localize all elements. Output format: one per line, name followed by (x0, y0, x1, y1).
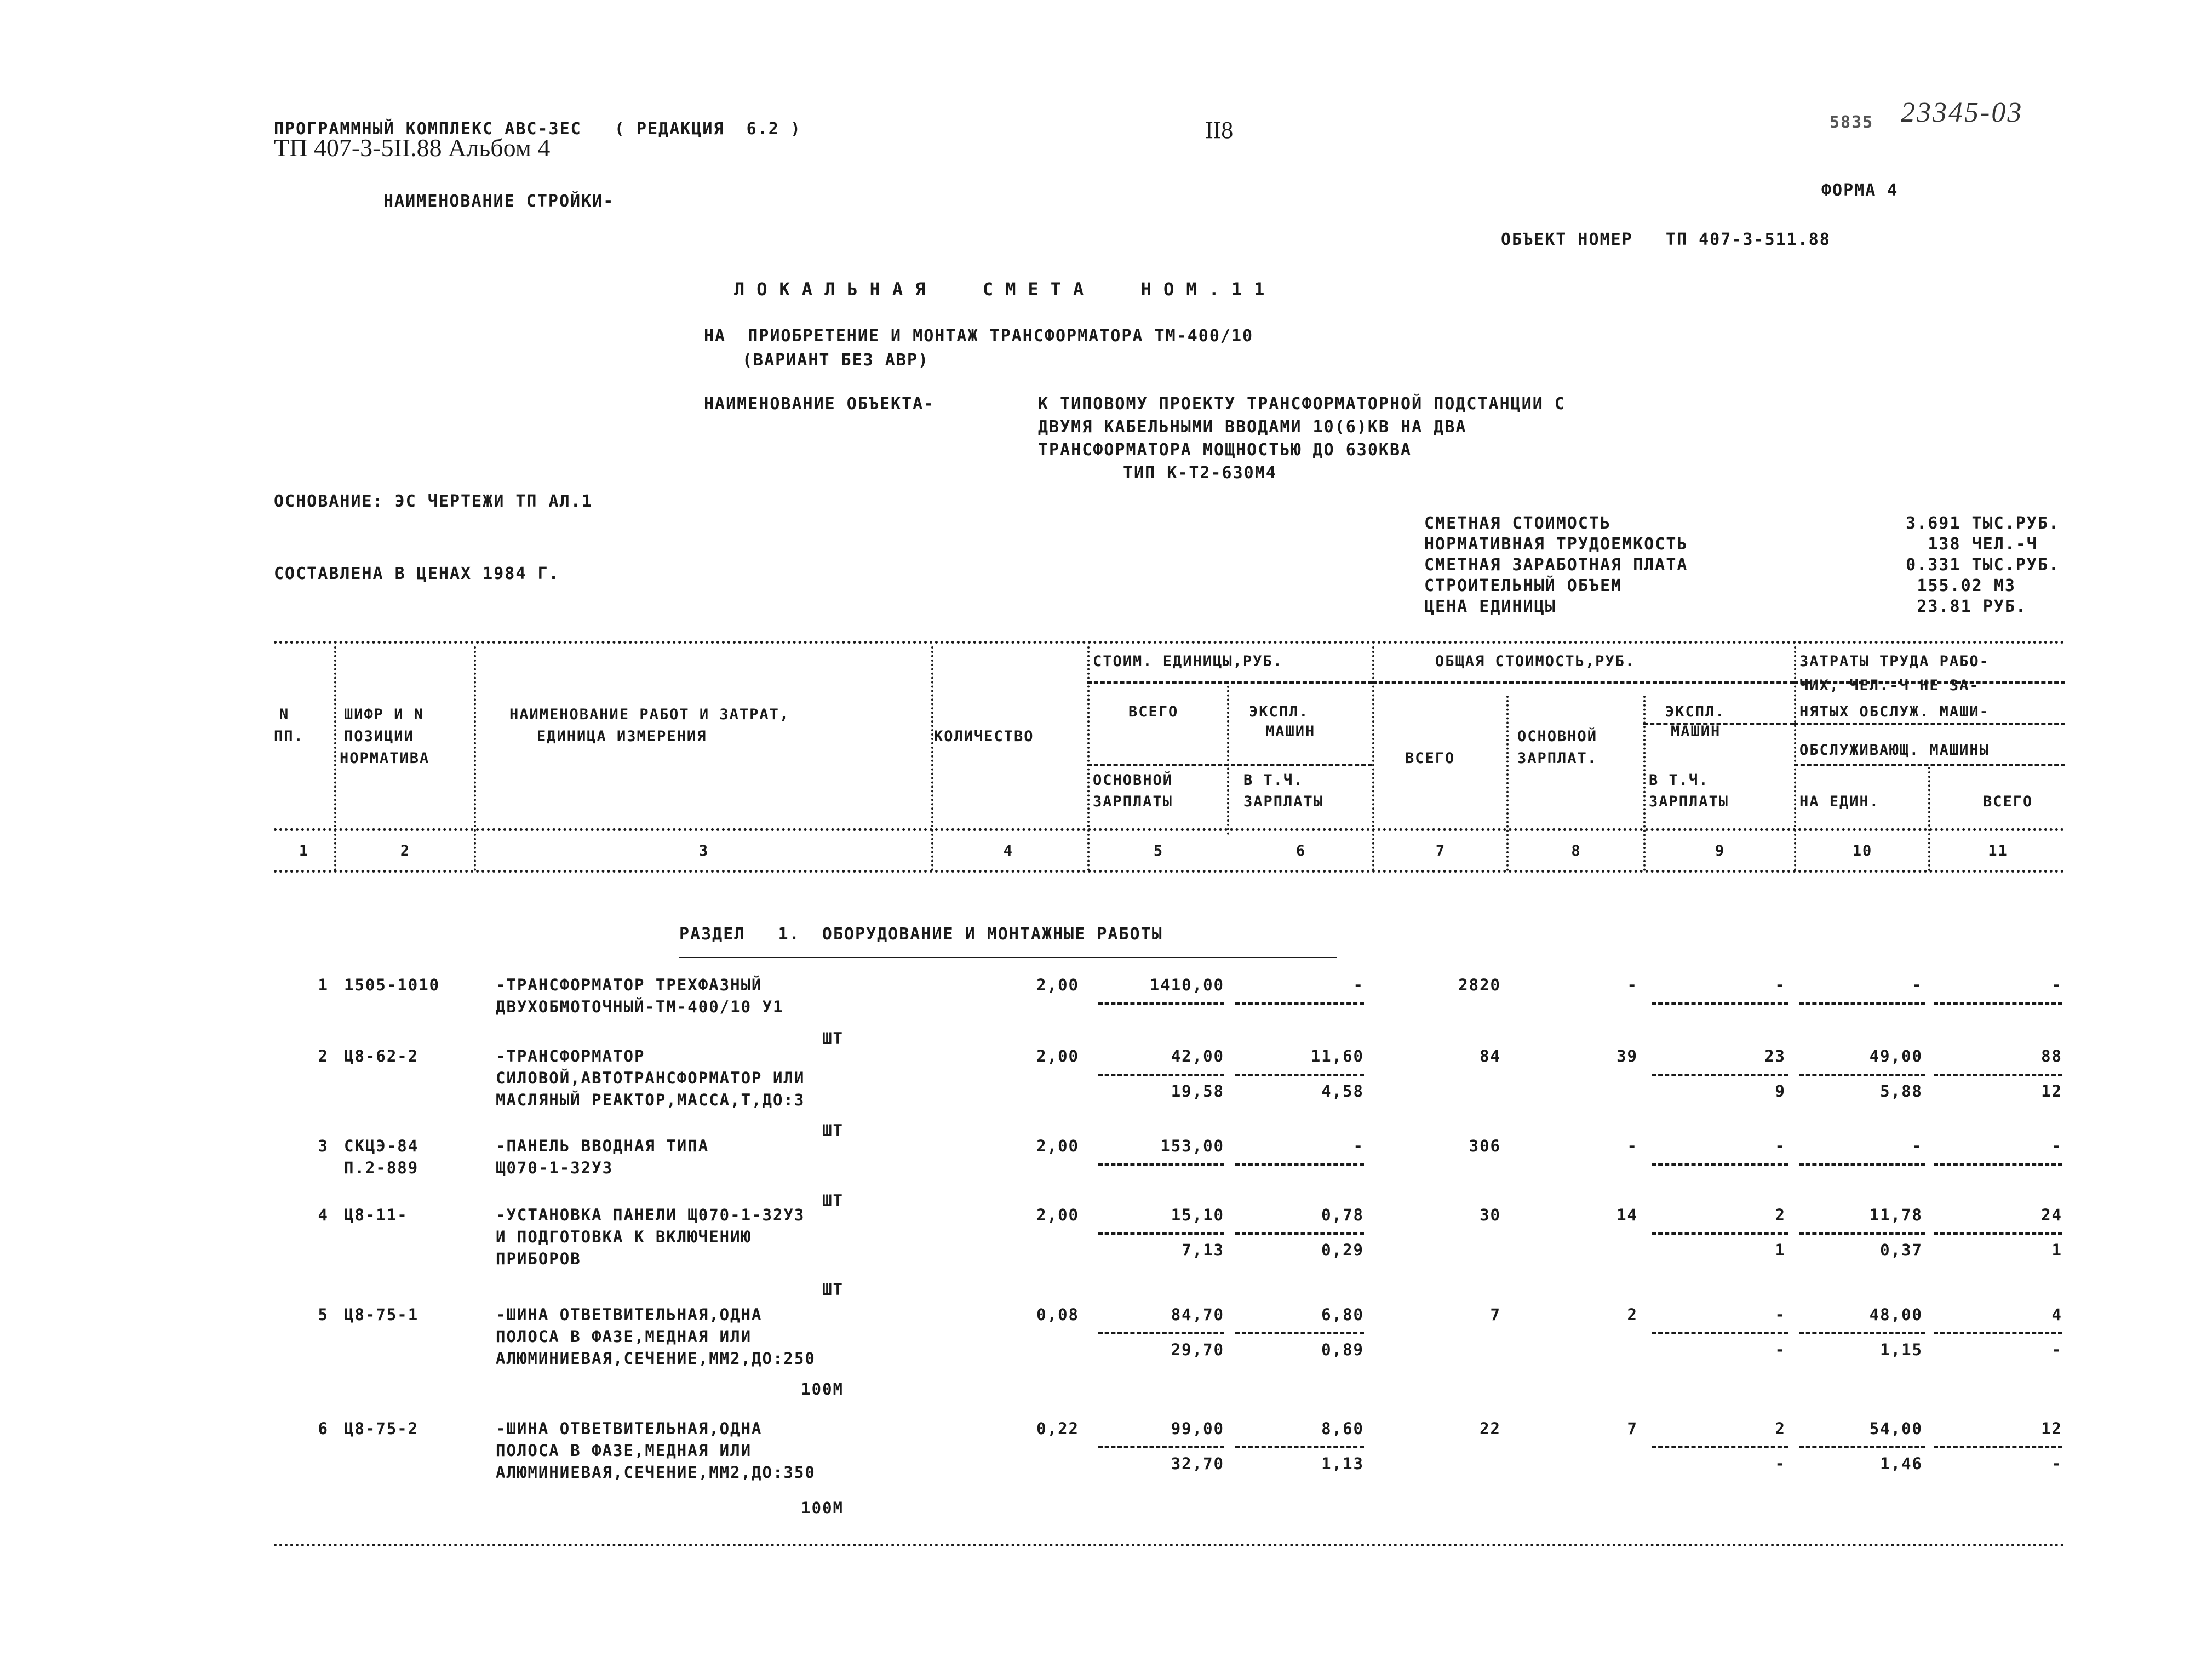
object-line-4: ТИП К-Т2-630М4 (1123, 463, 1277, 483)
row-code: Ц8-62-2 (344, 1047, 419, 1065)
row-unit: ШТ (822, 1280, 844, 1299)
row-labor-total: - (2051, 1137, 2062, 1155)
row-number: 3 (318, 1137, 329, 1155)
row-unit: ШТ (822, 1121, 844, 1140)
form-label: ФОРМА 4 (1821, 181, 1899, 200)
hdr-labor-total: ВСЕГО (1983, 793, 2033, 810)
cell-subrule (1235, 1332, 1364, 1334)
section-title: РАЗДЕЛ 1. ОБОРУДОВАНИЕ И МОНТАЖНЫЕ РАБОТЫ (679, 925, 1163, 944)
row-unit-machines: 11,60 (1310, 1047, 1364, 1065)
hdr-base-pay: ОСНОВНОЙ (1093, 772, 1173, 789)
row-unit-total: 99,00 (1171, 1419, 1224, 1438)
hdr-labor: ЗАТРАТЫ ТРУДА РАБО- (1799, 653, 1990, 670)
row-total-machines: - (1775, 976, 1786, 994)
row-unit-base-pay: 29,70 (1171, 1340, 1224, 1359)
column-number: 6 (1295, 842, 1306, 859)
summary-label: СТРОИТЕЛЬНЫЙ ОБЪЕМ (1424, 576, 1623, 595)
row-name: ПОЛОСА В ФАЗЕ,МЕДНАЯ ИЛИ (496, 1327, 752, 1346)
hdr-base-pay: ЗАРПЛАТЫ (1093, 793, 1173, 810)
summary-value: 23.81 РУБ. (1917, 597, 2027, 616)
row-number: 4 (318, 1206, 329, 1224)
hdr-total-cost: ОБЩАЯ СТОИМОСТЬ,РУБ. (1435, 653, 1636, 670)
row-quantity: 2,00 (1036, 1206, 1079, 1224)
cell-subrule (1235, 1446, 1364, 1448)
row-unit-machines: - (1353, 976, 1364, 994)
hdr-total-base: ЗАРПЛАТ. (1517, 750, 1598, 767)
cell-subrule (1098, 1002, 1224, 1005)
column-number: 8 (1571, 842, 1581, 859)
summary-label: СМЕТНАЯ СТОИМОСТЬ (1424, 514, 1612, 533)
hdr-pp: ПП. (274, 728, 304, 745)
header-subrule (1087, 764, 1372, 766)
hdr-total-expl: ЭКСПЛ. (1665, 703, 1726, 720)
cell-subrule (1652, 1332, 1788, 1334)
row-unit: ШТ (822, 1029, 844, 1048)
row-name: АЛЮМИНИЕВАЯ,СЕЧЕНИЕ,ММ2,ДО:350 (496, 1463, 816, 1482)
row-total-base-pay: - (1627, 976, 1638, 994)
row-name: ПОЛОСА В ФАЗЕ,МЕДНАЯ ИЛИ (496, 1441, 752, 1460)
row-labor-unit: 54,00 (1869, 1419, 1923, 1438)
row-labor-unit: - (1912, 1137, 1923, 1155)
row-total-base-pay: 39 (1616, 1047, 1638, 1065)
column-divider (1372, 646, 1374, 871)
album-label: ТП 407-3-5II.88 Альбом 4 (274, 134, 551, 162)
row-unit-total: 84,70 (1171, 1305, 1224, 1324)
row-name: ПРИБОРОВ (496, 1249, 581, 1268)
row-labor-total-service: 12 (2041, 1082, 2062, 1100)
row-unit-machines: 0,78 (1321, 1206, 1364, 1224)
cell-subrule (1934, 1232, 2062, 1235)
hdr-name: НАИМЕНОВАНИЕ РАБОТ И ЗАТРАТ, (509, 706, 790, 723)
row-labor-unit: - (1912, 976, 1923, 994)
row-code: П.2-889 (344, 1159, 419, 1177)
hdr-labor: ЧИХ, ЧЕЛ.-Ч НЕ ЗА- (1799, 677, 1980, 694)
row-labor-total: 88 (2041, 1047, 2062, 1065)
header-subrule (1087, 681, 1372, 684)
table-header-rule (274, 828, 2065, 831)
row-name: СИЛОВОЙ,АВТОТРАНСФОРМАТОР ИЛИ (496, 1069, 805, 1087)
column-number: 11 (1988, 842, 2008, 859)
cell-subrule (1799, 1232, 1925, 1235)
row-labor-total: - (2051, 976, 2062, 994)
summary-value: 138 ЧЕЛ.-Ч (1928, 535, 2038, 554)
row-name: МАСЛЯНЫЙ РЕАКТОР,МАССА,Т,ДО:3 (496, 1091, 805, 1109)
row-number: 6 (318, 1419, 329, 1438)
cell-subrule (1799, 1163, 1925, 1166)
column-divider (1643, 696, 1646, 871)
row-total-base-pay: - (1627, 1137, 1638, 1155)
row-labor-unit-service: 0,37 (1880, 1241, 1923, 1259)
row-unit-incl-pay: 4,58 (1321, 1082, 1364, 1100)
row-unit-base-pay: 19,58 (1171, 1082, 1224, 1100)
row-total: 2820 (1458, 976, 1501, 994)
column-divider (1227, 681, 1229, 835)
row-labor-unit: 48,00 (1869, 1305, 1923, 1324)
row-unit-total: 15,10 (1171, 1206, 1224, 1224)
row-unit-base-pay: 32,70 (1171, 1454, 1224, 1473)
row-total-base-pay: 14 (1616, 1206, 1638, 1224)
row-quantity: 2,00 (1036, 1137, 1079, 1155)
column-divider (1506, 696, 1509, 871)
cell-subrule (1934, 1332, 2062, 1334)
hdr-code: НОРМАТИВА (340, 750, 430, 767)
row-total-incl-pay: 1 (1775, 1241, 1786, 1259)
row-name: ДВУХОБМОТОЧНЫЙ-ТМ-400/10 У1 (496, 997, 784, 1016)
column-number: 9 (1715, 842, 1726, 859)
header-subrule (1794, 723, 2065, 725)
hdr-total-incl: В Т.Ч. (1649, 772, 1709, 789)
summary-label: СМЕТНАЯ ЗАРАБОТНАЯ ПЛАТА (1424, 555, 1688, 575)
row-total-base-pay: 7 (1627, 1419, 1638, 1438)
row-labor-total-service: - (2051, 1454, 2062, 1473)
row-total: 306 (1469, 1137, 1501, 1155)
row-name: -ТРАНСФОРМАТОР ТРЕХФАЗНЫЙ (496, 976, 763, 994)
hdr-incl-pay: ЗАРПЛАТЫ (1243, 793, 1324, 810)
row-name: АЛЮМИНИЕВАЯ,СЕЧЕНИЕ,ММ2,ДО:250 (496, 1349, 816, 1368)
row-total-base-pay: 2 (1627, 1305, 1638, 1324)
row-total-machines: 23 (1764, 1047, 1786, 1065)
cell-subrule (1934, 1002, 2062, 1005)
row-unit: ШТ (822, 1191, 844, 1210)
basis-label: ОСНОВАНИЕ: ЭС ЧЕРТЕЖИ ТП АЛ.1 (274, 492, 593, 511)
row-total-machines: 2 (1775, 1206, 1786, 1224)
summary-value: 0.331 ТЫС.РУБ. (1906, 555, 2060, 575)
row-unit: 100М (801, 1499, 844, 1517)
row-unit-base-pay: 7,13 (1182, 1241, 1224, 1259)
hdr-name: ЕДИНИЦА ИЗМЕРЕНИЯ (537, 728, 707, 745)
hdr-code: ШИФР И N (344, 706, 425, 723)
cell-subrule (1934, 1074, 2062, 1076)
table-top-rule (274, 641, 2065, 644)
row-labor-total: 4 (2051, 1305, 2062, 1324)
row-unit-machines: - (1353, 1137, 1364, 1155)
cell-subrule (1235, 1163, 1364, 1166)
row-number: 2 (318, 1047, 329, 1065)
hdr-labor: НЯТЫХ ОБСЛУЖ. МАШИ- (1799, 703, 1990, 720)
title-line-1: НА ПРИОБРЕТЕНИЕ И МОНТАЖ ТРАНСФОРМАТОРА ТМ-400/10 (704, 326, 1254, 346)
row-total: 7 (1490, 1305, 1501, 1324)
cell-subrule (1652, 1232, 1788, 1235)
column-divider (334, 646, 336, 871)
row-unit-total: 1410,00 (1149, 976, 1224, 994)
handwritten-number: 23345-03 (1901, 97, 2023, 128)
cell-subrule (1098, 1074, 1224, 1076)
cell-subrule (1235, 1002, 1364, 1005)
cell-subrule (1799, 1074, 1925, 1076)
cell-subrule (1799, 1002, 1925, 1005)
column-number: 4 (1003, 842, 1013, 859)
hdr-labor-service: ОБСЛУЖИВАЮЩ. МАШИНЫ (1799, 742, 1990, 759)
summary-value: 155.02 М3 (1917, 576, 2016, 595)
row-code: Ц8-75-2 (344, 1419, 419, 1438)
row-total-machines: - (1775, 1305, 1786, 1324)
cell-subrule (1652, 1163, 1788, 1166)
section-underline (679, 956, 1337, 958)
row-code: СКЦЭ-84 (344, 1137, 419, 1155)
row-total-incl-pay: - (1775, 1340, 1786, 1359)
column-number: 7 (1435, 842, 1446, 859)
row-total: 30 (1480, 1206, 1501, 1224)
row-total: 84 (1480, 1047, 1501, 1065)
object-number: ОБЪЕКТ НОМЕР ТП 407-3-511.88 (1501, 230, 1831, 249)
construction-name: НАИМЕНОВАНИЕ СТРОЙКИ- (383, 192, 615, 211)
row-labor-total: 12 (2041, 1419, 2062, 1438)
row-unit-total: 42,00 (1171, 1047, 1224, 1065)
hdr-qty: КОЛИЧЕСТВО (934, 728, 1034, 745)
summary-value: 3.691 ТЫС.РУБ. (1906, 514, 2060, 533)
cell-subrule (1934, 1446, 2062, 1448)
row-code: Ц8-11- (344, 1206, 408, 1224)
column-number: 10 (1852, 842, 1873, 859)
row-code: 1505-1010 (344, 976, 440, 994)
column-number: 5 (1153, 842, 1164, 859)
row-name: Щ070-1-32У3 (496, 1159, 614, 1177)
title-line-2: (ВАРИАНТ БЕЗ АВР) (742, 351, 930, 370)
row-labor-unit-service: 1,46 (1880, 1454, 1923, 1473)
column-divider (931, 646, 933, 871)
hdr-incl-pay: В Т.Ч. (1243, 772, 1304, 789)
cell-subrule (1235, 1074, 1364, 1076)
doc-code: 5835 (1830, 113, 1874, 132)
row-labor-unit-service: 1,15 (1880, 1340, 1923, 1359)
row-name: -ПАНЕЛЬ ВВОДНАЯ ТИПА (496, 1137, 709, 1155)
row-labor-unit: 49,00 (1869, 1047, 1923, 1065)
object-line-3: ТРАНСФОРМАТОРА МОЩНОСТЬЮ ДО 630КВА (1038, 440, 1412, 460)
cell-subrule (1799, 1332, 1925, 1334)
cell-subrule (1652, 1074, 1788, 1076)
hdr-n: N (279, 706, 290, 723)
cell-subrule (1098, 1332, 1224, 1334)
row-name: -ШИНА ОТВЕТВИТЕЛЬНАЯ,ОДНА (496, 1419, 763, 1438)
row-quantity: 2,00 (1036, 1047, 1079, 1065)
table-bottom-rule (274, 1544, 2065, 1546)
column-divider (1928, 767, 1930, 871)
hdr-expl: МАШИН (1265, 723, 1316, 740)
header-subrule (1372, 681, 1794, 684)
row-total-machines: - (1775, 1137, 1786, 1155)
cell-subrule (1235, 1232, 1364, 1235)
header-subrule (1794, 764, 2065, 766)
hdr-expl: ЭКСПЛ. (1249, 703, 1309, 720)
row-labor-total-service: 1 (2051, 1241, 2062, 1259)
row-code: Ц8-75-1 (344, 1305, 419, 1324)
hdr-unit-cost: СТОИМ. ЕДИНИЦЫ,РУБ. (1093, 653, 1283, 670)
row-labor-unit-service: 5,88 (1880, 1082, 1923, 1100)
object-line-2: ДВУМЯ КАБЕЛЬНЫМИ ВВОДАМИ 10(6)КВ НА ДВА (1038, 417, 1467, 437)
row-labor-total: 24 (2041, 1206, 2062, 1224)
cell-subrule (1098, 1163, 1224, 1166)
hdr-per-unit: НА ЕДИН. (1799, 793, 1880, 810)
row-labor-total-service: - (2051, 1340, 2062, 1359)
row-total-incl-pay: 9 (1775, 1082, 1786, 1100)
column-divider (474, 646, 476, 871)
cell-subrule (1934, 1163, 2062, 1166)
cell-subrule (1098, 1232, 1224, 1235)
row-total-machines: 2 (1775, 1419, 1786, 1438)
hdr-all: ВСЕГО (1128, 703, 1179, 720)
table-number-rule (274, 870, 2065, 873)
program-label: ПРОГРАММНЫЙ КОМПЛЕКС АВС-3ЕС ( РЕДАКЦИЯ 6.2 ) (274, 119, 801, 139)
row-name: -УСТАНОВКА ПАНЕЛИ Щ070-1-32У3 (496, 1206, 805, 1224)
column-divider (1087, 646, 1090, 871)
object-label: НАИМЕНОВАНИЕ ОБЪЕКТА- (704, 394, 935, 414)
object-line-1: К ТИПОВОМУ ПРОЕКТУ ТРАНСФОРМАТОРНОЙ ПОДСТАНЦИИ С (1038, 394, 1566, 414)
hdr-total-all: ВСЕГО (1405, 750, 1455, 767)
column-number: 2 (400, 842, 411, 859)
page-number: II8 (1205, 117, 1234, 144)
cell-subrule (1652, 1002, 1788, 1005)
estimate-title: ЛОКАЛЬНАЯ СМЕТА НОМ.11 (734, 279, 1277, 300)
row-name: -ШИНА ОТВЕТВИТЕЛЬНАЯ,ОДНА (496, 1305, 763, 1324)
prices-label: СОСТАВЛЕНА В ЦЕНАХ 1984 Г. (274, 564, 560, 583)
hdr-total-base: ОСНОВНОЙ (1517, 728, 1598, 745)
row-total-incl-pay: - (1775, 1454, 1786, 1473)
row-unit-incl-pay: 1,13 (1321, 1454, 1364, 1473)
row-total: 22 (1480, 1419, 1501, 1438)
column-number: 3 (698, 842, 709, 859)
row-unit-machines: 6,80 (1321, 1305, 1364, 1324)
summary-label: ЦЕНА ЕДИНИЦЫ (1424, 597, 1556, 616)
row-quantity: 0,08 (1036, 1305, 1079, 1324)
column-number: 1 (299, 842, 309, 859)
column-divider (1794, 646, 1796, 871)
row-labor-unit: 11,78 (1869, 1206, 1923, 1224)
row-quantity: 2,00 (1036, 976, 1079, 994)
row-unit-incl-pay: 0,89 (1321, 1340, 1364, 1359)
row-number: 5 (318, 1305, 329, 1324)
row-unit: 100М (801, 1380, 844, 1398)
hdr-code: ПОЗИЦИИ (344, 728, 414, 745)
cell-subrule (1652, 1446, 1788, 1448)
row-number: 1 (318, 976, 329, 994)
row-unit-machines: 8,60 (1321, 1419, 1364, 1438)
row-quantity: 0,22 (1036, 1419, 1079, 1438)
hdr-total-incl: ЗАРПЛАТЫ (1649, 793, 1729, 810)
row-unit-incl-pay: 0,29 (1321, 1241, 1364, 1259)
cell-subrule (1799, 1446, 1925, 1448)
summary-label: НОРМАТИВНАЯ ТРУДОЕМКОСТЬ (1424, 535, 1688, 554)
row-name: И ПОДГОТОВКА К ВКЛЮЧЕНИЮ (496, 1228, 752, 1246)
cell-subrule (1098, 1446, 1224, 1448)
hdr-total-expl: МАШИН (1671, 723, 1721, 740)
row-name: -ТРАНСФОРМАТОР (496, 1047, 645, 1065)
row-unit-total: 153,00 (1160, 1137, 1224, 1155)
